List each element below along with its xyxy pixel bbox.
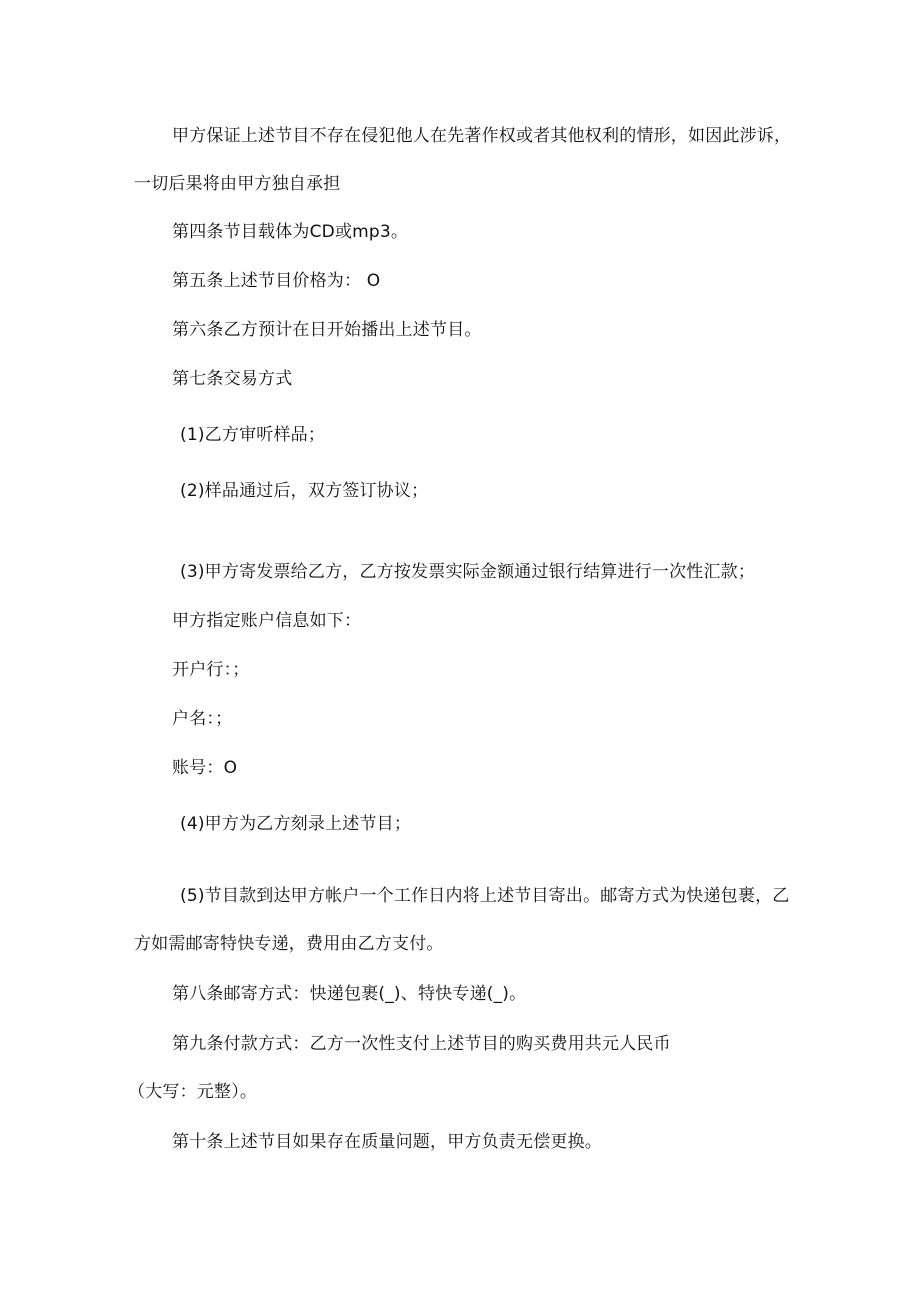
transaction-step-2: (2)样品通过后，双方签订协议； (180, 481, 429, 501)
article-7-heading: 第七条交易方式 (172, 369, 293, 389)
article-4: 第四条节目载体为CD或mp3。 (172, 222, 409, 242)
transaction-step-3: (3)甲方寄发票给乙方，乙方按发票实际金额通过银行结算进行一次性汇款； (180, 562, 756, 582)
article-6: 第六条乙方预计在日开始播出上述节目。 (172, 320, 482, 340)
bank-name-field: 开户行：； (172, 660, 250, 680)
account-info-heading: 甲方指定账户信息如下： (172, 611, 362, 631)
transaction-step-5-line-1: (5)节目款到达甲方帐户一个工作日内将上述节目寄出。邮寄方式为快递包裹，乙 (180, 886, 790, 906)
transaction-step-1: (1)乙方审听样品； (180, 425, 326, 445)
article-10: 第十条上述节目如果存在质量问题，甲方负责无偿更换。 (172, 1132, 602, 1152)
account-name-field: 户名：； (172, 709, 233, 729)
transaction-step-4: (4)甲方为乙方刻录上述节目； (180, 814, 412, 834)
article-9-line-1: 第九条付款方式：乙方一次性支付上述节目的购买费用共元人民币 (172, 1034, 671, 1054)
transaction-step-5-line-2: 方如需邮寄特快专递，费用由乙方支付。 (134, 934, 444, 954)
article-9-line-2: （大写：元整）。 (128, 1082, 258, 1102)
paragraph-guarantee-line-1: 甲方保证上述节目不存在侵犯他人在先著作权或者其他权利的情形，如因此涉诉， (172, 126, 792, 146)
account-number-field: 账号：O (172, 758, 238, 778)
article-8: 第八条邮寄方式：快递包裹(_)、特快专递(_)。 (172, 984, 527, 1004)
article-5: 第五条上述节目价格为： O (172, 271, 381, 291)
paragraph-guarantee-line-2: 一切后果将由甲方独自承担 (134, 174, 341, 194)
